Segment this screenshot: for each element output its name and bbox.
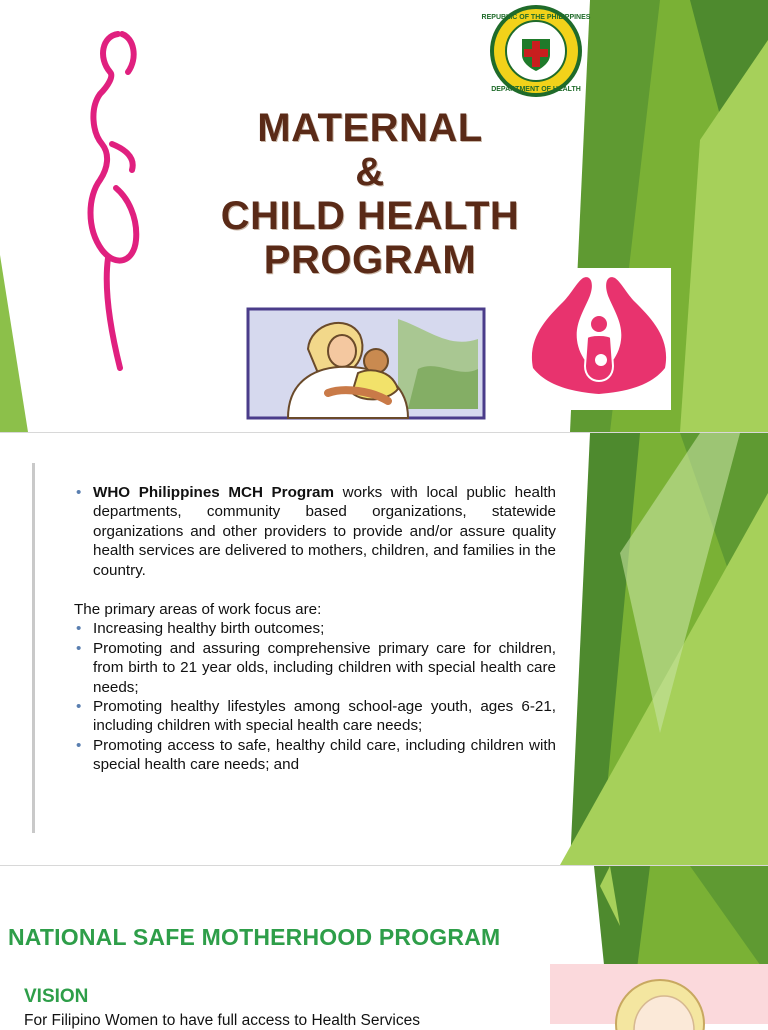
vision-label: VISION [24,986,89,1007]
hands-holding-mother-icon [527,268,671,410]
pregnant-woman-icon [78,28,158,373]
page-title [150,106,590,282]
mother-illustration [550,964,768,1024]
vision-text: For Filipino Women to have full access to Health Services [24,1012,420,1029]
focus-area-item: • Increasing healthy birth outcomes; [74,619,556,638]
title-line-ampersand: & [355,150,385,194]
program-name: WHO Philippines MCH Program [93,484,334,501]
focus-areas-lead: The primary areas of work focus are: [74,601,322,619]
slide-mch-program [0,433,768,865]
title-line-maternal: MATERNAL [257,106,483,150]
section-title: NATIONAL SAFE MOTHERHOOD PROGRAM [8,924,501,950]
focus-area-item: • Promoting access to safe, healthy child care, including children with special health care needs; and [74,736,556,775]
slide-safe-motherhood [0,866,768,1029]
focus-area-item: • Promoting and assuring comprehensive primary care for children, from birth to 21 year olds, including children with special health care needs; [74,639,556,697]
mch-program-text [74,483,556,775]
title-line-program: PROGRAM [263,238,477,282]
svg-text:REPUBLIC OF THE PHILIPPINES: REPUBLIC OF THE PHILIPPINES [481,14,591,21]
title-line-child-health: CHILD HEALTH [220,194,520,238]
slide-title [0,0,768,432]
svg-text:DEPARTMENT OF HEALTH: DEPARTMENT OF HEALTH [491,86,581,93]
mother-and-child-illustration [248,309,484,418]
department-of-health-seal-logo [481,3,591,99]
focus-area-item: • Promoting healthy lifestyles among school-age youth, ages 6-21, including children with special health care needs; [74,697,556,736]
program-description: works with local public health departments, community based organizations, statewide organizations and other providers to provide and/or assure quality health services are delivered to mothers, children, and families in the country. [93,484,556,579]
intro-paragraph [74,483,556,580]
